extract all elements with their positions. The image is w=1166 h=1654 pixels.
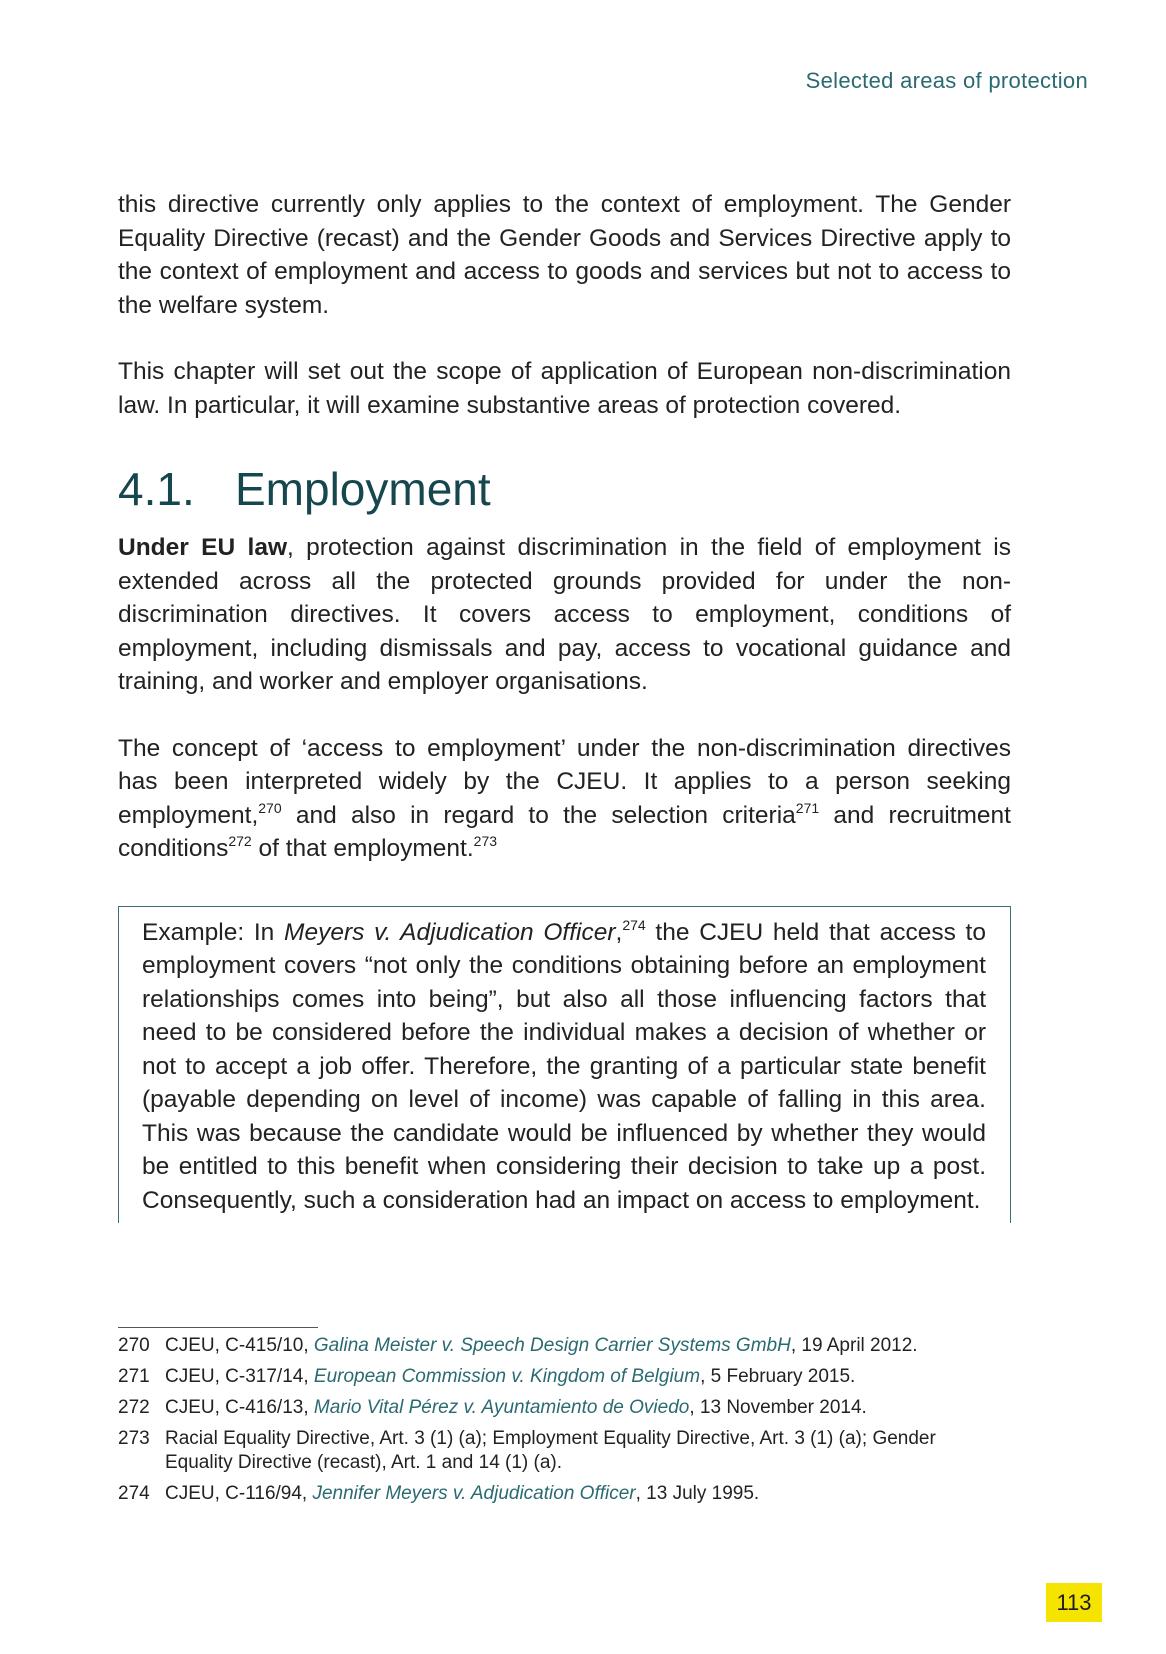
- footnote-273: [118, 1427, 998, 1475]
- page-number: 113: [1046, 1583, 1102, 1622]
- example-comma: ,: [615, 918, 623, 946]
- footnote-case-link[interactable]: European Commission v. Kingdom of Belgium: [313, 1366, 701, 1387]
- footnote-274: [118, 1482, 998, 1506]
- footnote-suffix: , 19 April 2012.: [790, 1335, 918, 1356]
- footnote-prefix: CJEU, C-317/14,: [165, 1366, 314, 1387]
- paragraph-text: and also in regard to the selection criteria: [281, 801, 796, 829]
- footnote-text: Racial Equality Directive, Art. 3 (1) (a); Employment Equality Directive, Art. 3 (1) (a); Gender Equality Directive (recast), Art. 1 and 14 (1) (a).: [165, 1428, 936, 1473]
- example-prefix: Example: In: [142, 918, 285, 946]
- footnote-suffix: , 5 February 2015.: [700, 1366, 856, 1387]
- intro-paragraph-2: This chapter will set out the scope of application of European non-discrimination law. In particular, it will examine substantive areas of protection covered.: [118, 358, 1011, 419]
- footnote-ref-274[interactable]: 274: [622, 916, 646, 933]
- footnote-ref-270[interactable]: 270: [258, 799, 282, 816]
- footnote-text: [165, 1482, 998, 1506]
- section-heading: [118, 455, 1011, 523]
- footnote-case-link[interactable]: Mario Vital Pérez v. Ayuntamiento de Oviedo: [313, 1397, 690, 1418]
- section-number: 4.1.: [118, 463, 195, 515]
- footnote-271: [118, 1365, 998, 1389]
- footnote-number: 271: [118, 1366, 150, 1387]
- paragraph-text: and recruitment conditions: [118, 801, 1011, 862]
- paragraph-text: of that employment.: [251, 835, 474, 862]
- footnote-272: [118, 1396, 998, 1420]
- footnote-case-link[interactable]: Jennifer Meyers v. Adjudication Officer: [312, 1483, 636, 1504]
- footnote-prefix: CJEU, C-415/10,: [165, 1335, 314, 1356]
- footnote-270: [118, 1334, 998, 1358]
- footnote-number: 270: [118, 1335, 150, 1356]
- paragraph-text: The concept of ‘access to employment’ under the non-discrimination directives has been interpreted widely by the CJEU. It applies to a person seeking employment,: [118, 734, 1011, 829]
- intro-paragraph-1: this directive currently only applies to the context of employment. The Gender Equality Directive (recast) and the Gender Goods and Services Directive apply to the context of employment and access to goods and services but not to access to the welfare system.: [118, 191, 1011, 319]
- footnote-ref-272[interactable]: 272: [228, 833, 252, 849]
- footnote-text: [165, 1396, 998, 1420]
- example-text: [142, 916, 986, 1218]
- footnote-number: 273: [118, 1428, 150, 1449]
- footnote-divider: [118, 1327, 318, 1328]
- footnote-suffix: , 13 November 2014.: [689, 1397, 867, 1418]
- footnote-text: [165, 1334, 998, 1358]
- footnote-number: 272: [118, 1397, 150, 1418]
- example-box: [118, 906, 1011, 1224]
- footnote-case-link[interactable]: Galina Meister v. Speech Design Carrier Systems GmbH: [313, 1335, 791, 1356]
- employment-paragraph-1: [118, 531, 1011, 699]
- footnote-ref-273[interactable]: 273: [473, 833, 498, 849]
- example-body: the CJEU held that access to employment covers “not only the conditions obtaining before an employment relationships comes into being”, but also all those influencing factors that need to be considered before the individual makes a decision of whether or not to accept a job offer. Therefore, the granting of a particular state benefit (payable depending on level of income) was capable of falling in this area. This was because the candidate would be influenced by whether they would be entitled to this benefit when considering their decision to take up a post. Consequently, such a consideration had an impact on access to employment.: [142, 918, 986, 1214]
- employment-paragraph-2: [118, 732, 1011, 866]
- footnotes: [118, 1334, 998, 1513]
- footnote-ref-271[interactable]: 271: [795, 799, 820, 816]
- footnote-suffix: , 13 July 1995.: [635, 1483, 760, 1504]
- footnote-prefix: CJEU, C-116/94,: [165, 1483, 313, 1504]
- running-header: Selected areas of protection: [805, 68, 1088, 93]
- example-case-name: Meyers v. Adjudication Officer: [284, 918, 616, 946]
- paragraph-text: , protection against discrimination in the field of employment is extended across all the protected grounds provided for under the non-discrimination directives. It covers access to employment, conditions of employment, including dismissals and pay, access to vocational guidance and training, and worker and employer organisations.: [118, 534, 1011, 695]
- footnote-prefix: CJEU, C-416/13,: [165, 1397, 314, 1418]
- main-content: [118, 188, 1011, 1223]
- bold-lead: Under EU law: [118, 534, 288, 561]
- footnote-number: 274: [118, 1483, 150, 1504]
- section-title: Employment: [235, 463, 491, 515]
- footnote-text: [165, 1365, 998, 1389]
